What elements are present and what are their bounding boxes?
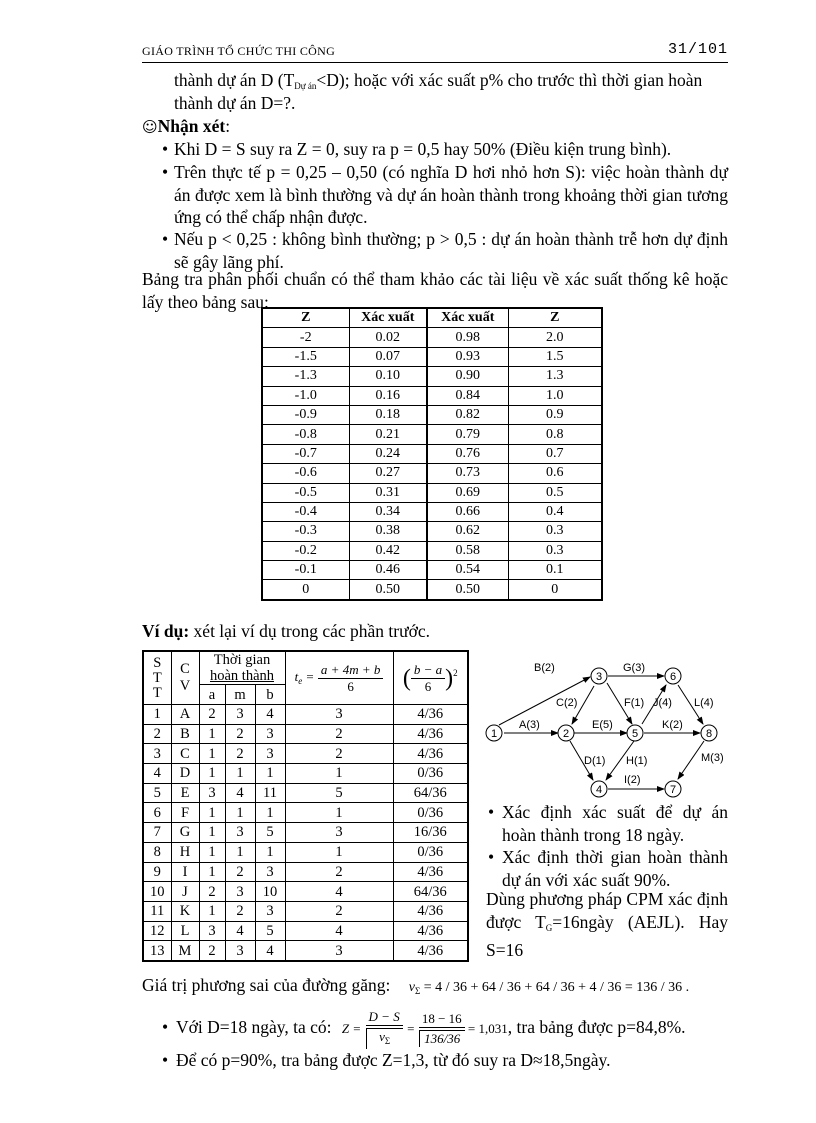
table-cell: 1: [143, 705, 171, 725]
table-cell: 3: [285, 941, 393, 961]
remark-title: Nhận xét: [157, 116, 226, 136]
table-cell: 1: [199, 724, 225, 744]
table-header-row: [262, 308, 602, 328]
table-cell: C: [171, 744, 199, 764]
table-cell: 5: [143, 783, 171, 803]
table-row: [143, 764, 468, 784]
table-cell: 8: [143, 842, 171, 862]
table-row: [143, 882, 468, 902]
table-cell: 0.7: [508, 444, 602, 463]
edge-label-C: C(2): [556, 697, 578, 709]
table-cell: 0.6: [508, 464, 602, 483]
network-node: [701, 725, 717, 741]
table-cell: 0/36: [393, 764, 468, 784]
te-eq: =: [305, 669, 315, 685]
table-cell: 1: [199, 901, 225, 921]
z-denominator-2: 136/36: [419, 1030, 465, 1047]
table-cell: 4: [143, 764, 171, 784]
example-heading: [142, 620, 430, 643]
table-cell: 2: [225, 744, 255, 764]
table-cell: M: [171, 941, 199, 961]
table-row: [143, 901, 468, 921]
table-cell: I: [171, 862, 199, 882]
table-cell: 0.4: [508, 502, 602, 521]
network-node: [591, 781, 607, 797]
table-intro: Bảng tra phân phối chuẩn có thể tham khảo các tài liệu về xác suất thống kê hoặc lấy theo bảng sau:: [142, 269, 728, 312]
table-cell: -1.5: [262, 347, 349, 366]
variance-denominator: 6: [424, 678, 432, 694]
table-cell: 2.0: [508, 328, 602, 347]
network-diagram: [482, 656, 732, 806]
table-cell: 0: [262, 580, 349, 600]
table-cell: 4/36: [393, 921, 468, 941]
table-cell: 1.3: [508, 367, 602, 386]
header-variance-formula: ( $\frac{b - a}{6}$ )$^2$: [393, 651, 468, 705]
header-te-formula: [285, 651, 393, 705]
table-cell: 2: [199, 882, 225, 902]
edge-label-L: L(4): [694, 697, 714, 709]
table-row: [262, 561, 602, 580]
table-cell: 1: [255, 803, 285, 823]
table-row: [143, 803, 468, 823]
table-row: [262, 522, 602, 541]
table-cell: 3: [255, 901, 285, 921]
table-row: [143, 783, 468, 803]
result-1-suffix: , tra bảng được p=84,8%.: [507, 1017, 686, 1037]
normal-distribution-table: [261, 307, 603, 601]
z-numerator-2: 18 − 16: [419, 1011, 465, 1028]
table-row: [262, 444, 602, 463]
table-cell: -0.6: [262, 464, 349, 483]
task-2: [488, 846, 728, 891]
table-cell: 4/36: [393, 901, 468, 921]
table-cell: 4/36: [393, 724, 468, 744]
table-cell: 0.79: [427, 425, 508, 444]
table-cell: 2: [143, 724, 171, 744]
result-1: [162, 1007, 742, 1049]
table-row: [143, 862, 468, 882]
example-label: Ví dụ:: [142, 621, 190, 641]
table-cell: 16/36: [393, 823, 468, 843]
table-cell: 0.9: [508, 405, 602, 424]
table-cell: 7: [143, 823, 171, 843]
table-cell: 1: [199, 823, 225, 843]
table-cell: 0.27: [349, 464, 427, 483]
table-cell: 3: [225, 823, 255, 843]
table-cell: 0/36: [393, 803, 468, 823]
bullet-icon: •: [488, 847, 495, 867]
table-cell: 13: [143, 941, 171, 961]
header-stt-t2: T: [152, 684, 162, 701]
table-cell: A: [171, 705, 199, 725]
z-equals: Z =: [341, 1021, 362, 1036]
table-cell: 4: [255, 705, 285, 725]
intro-text-a: thành dự án D (T: [174, 70, 295, 90]
table-cell: 0.38: [349, 522, 427, 541]
table-cell: G: [171, 823, 199, 843]
result-1-prefix: Với D=18 ngày, ta có:: [176, 1017, 332, 1037]
table-cell: 0.1: [508, 561, 602, 580]
smiley-icon: ☺: [142, 118, 158, 136]
table-cell: 1: [285, 764, 393, 784]
table-cell: E: [171, 783, 199, 803]
table-cell: 3: [225, 705, 255, 725]
intro-line-2: thành dự án D=?.: [174, 93, 296, 113]
table-row: [262, 425, 602, 444]
table-cell: 1: [199, 764, 225, 784]
table-row: [143, 941, 468, 961]
table-cell: 0.16: [349, 386, 427, 405]
edge-label-A: A(3): [519, 719, 540, 731]
table-cell: 0.34: [349, 502, 427, 521]
cpm-text-b: =16ngày (AEJL). Hay S=16: [486, 911, 728, 960]
network-node: [558, 725, 574, 741]
table-cell: 0.46: [349, 561, 427, 580]
edge-label-D: D(1): [584, 755, 606, 767]
bullet-icon: •: [162, 1017, 169, 1037]
table-cell: 0.62: [427, 522, 508, 541]
table-cell: J: [171, 882, 199, 902]
table-cell: -0.4: [262, 502, 349, 521]
table-cell: 0.10: [349, 367, 427, 386]
node-label: 3: [595, 671, 603, 683]
table-cell: -0.8: [262, 425, 349, 444]
intro-subscript: Dự án: [294, 81, 317, 91]
table-cell: 1: [225, 842, 255, 862]
page-header: [142, 40, 728, 63]
table-cell: -0.1: [262, 561, 349, 580]
remark-bullet-text: Nếu p < 0,25 : không bình thường; p > 0,5 : dự án hoàn thành trễ hơn dự định sẽ gây lãng phí.: [174, 229, 728, 272]
table-cell: 1.5: [508, 347, 602, 366]
bullet-icon: •: [162, 139, 169, 159]
header-cell: Xác xuất: [349, 308, 427, 328]
remark-colon: :: [225, 116, 231, 136]
header-b: b: [255, 685, 285, 705]
table-row: [262, 502, 602, 521]
cpm-sub: G: [545, 922, 553, 933]
table-cell: 11: [255, 783, 285, 803]
task-1: [488, 801, 728, 846]
remark-bullet-text: Khi D = S suy ra Z = 0, suy ra p = 0,5 hay 50% (Điều kiện trung bình).: [174, 139, 672, 159]
edge-label-G: G(3): [623, 662, 645, 674]
te-sub: e: [298, 676, 303, 687]
variance-sigma: Σ: [415, 986, 421, 996]
network-node: [627, 725, 643, 741]
network-node: [665, 781, 681, 797]
header-cell: Z: [262, 308, 349, 328]
bullet-icon: •: [488, 802, 495, 822]
table-cell: -1.0: [262, 386, 349, 405]
table-cell: 0: [508, 580, 602, 600]
table-cell: 0.8: [508, 425, 602, 444]
table-cell: 4/36: [393, 941, 468, 961]
table-cell: 0.54: [427, 561, 508, 580]
table-cell: 0.84: [427, 386, 508, 405]
table-cell: 9: [143, 862, 171, 882]
header-time-2: hoàn thành: [209, 668, 275, 685]
table-cell: 2: [225, 724, 255, 744]
edge-label-E: E(5): [592, 719, 613, 731]
table-row: [262, 405, 602, 424]
table-cell: 4: [225, 921, 255, 941]
table-cell: 0.24: [349, 444, 427, 463]
table-row: [262, 580, 602, 600]
table-row: [262, 483, 602, 502]
result-2-text: Để có p=90%, tra bảng được Z=1,3, từ đó suy ra D≈18,5ngày.: [176, 1050, 611, 1070]
table-cell: 0.50: [427, 580, 508, 600]
remark-heading: [142, 115, 230, 139]
table-cell: 1: [255, 764, 285, 784]
table-cell: 1: [285, 803, 393, 823]
bullet-icon: •: [162, 1050, 169, 1070]
table-cell: 2: [285, 862, 393, 882]
table-cell: 5: [255, 921, 285, 941]
table-cell: 1: [199, 862, 225, 882]
variance-numerator: b − a: [411, 662, 445, 679]
table-cell: 4: [225, 783, 255, 803]
table-cell: 12: [143, 921, 171, 941]
bullet-icon: •: [162, 162, 169, 182]
te-denominator: 6: [347, 678, 354, 694]
table-cell: H: [171, 842, 199, 862]
table-cell: 5: [255, 823, 285, 843]
table-cell: 0.5: [508, 483, 602, 502]
table-cell: 10: [143, 882, 171, 902]
edge-label-F: F(1): [624, 697, 645, 709]
header-cell: Z: [508, 308, 602, 328]
node-label: 8: [705, 728, 713, 740]
header-stt-s: S: [153, 654, 162, 671]
table-cell: 11: [143, 901, 171, 921]
table-cell: 0.58: [427, 541, 508, 560]
result-2: [162, 1049, 728, 1072]
table-cell: 2: [285, 901, 393, 921]
table-cell: -2: [262, 328, 349, 347]
header-cv: [171, 651, 199, 705]
network-node: [486, 725, 502, 741]
table-cell: 4/36: [393, 744, 468, 764]
intro-text-b: <D); hoặc với xác suất p% cho trước thì thời gian hoàn: [316, 70, 703, 90]
table-cell: 3: [199, 783, 225, 803]
variance-fraction: [411, 662, 445, 695]
edge-label-I: I(2): [624, 774, 641, 786]
z-value: = 1,031: [464, 1021, 508, 1036]
table-cell: 0.21: [349, 425, 427, 444]
table-cell: 2: [285, 724, 393, 744]
edge-label-H: H(1): [626, 755, 648, 767]
node-label: 5: [631, 728, 639, 740]
te-fraction: [318, 662, 383, 695]
network-node: [591, 668, 607, 684]
z-equals-2: =: [407, 1021, 415, 1036]
table-cell: -0.9: [262, 405, 349, 424]
variance-label: Giá trị phương sai của đường găng:: [142, 975, 391, 995]
table-cell: 3: [285, 705, 393, 725]
table-cell: 1: [285, 842, 393, 862]
header-cv-c: C: [180, 661, 190, 677]
table-cell: 3: [199, 921, 225, 941]
edge-label-B: B(2): [534, 662, 555, 674]
cpm-text-a: Dùng phương pháp CPM xác định được T: [486, 889, 728, 932]
table-cell: 4: [255, 941, 285, 961]
header-title: GIÁO TRÌNH TỔ CHỨC THI CÔNG: [142, 44, 336, 58]
cpm-text: [486, 888, 728, 962]
table-cell: 4: [285, 882, 393, 902]
table-cell: 0.42: [349, 541, 427, 560]
table-cell: 4: [285, 921, 393, 941]
edge-label-K: K(2): [662, 719, 683, 731]
edge-label-J: J(4): [653, 697, 672, 709]
table-row: [143, 724, 468, 744]
table-cell: 0.07: [349, 347, 427, 366]
table-cell: 64/36: [393, 882, 468, 902]
table-cell: 0.93: [427, 347, 508, 366]
table-cell: 2: [285, 744, 393, 764]
node-label: 4: [595, 784, 603, 796]
table-cell: 64/36: [393, 783, 468, 803]
table-cell: 3: [255, 862, 285, 882]
table-cell: 0/36: [393, 842, 468, 862]
table-cell: D: [171, 764, 199, 784]
table-cell: 2: [199, 705, 225, 725]
variance-exponent: 2: [453, 667, 458, 678]
table-cell: 1: [225, 764, 255, 784]
table-cell: 0.31: [349, 483, 427, 502]
header-stt: [143, 651, 171, 705]
table-cell: 0.82: [427, 405, 508, 424]
table-cell: 1: [225, 803, 255, 823]
remark-bullet-2: [162, 161, 728, 229]
te-numerator: a + 4m + b: [318, 662, 383, 679]
te-var: t: [294, 669, 299, 685]
table-cell: 10: [255, 882, 285, 902]
table-row: [262, 328, 602, 347]
example-text: xét lại ví dụ trong các phần trước.: [189, 621, 430, 641]
table-cell: 1: [255, 842, 285, 862]
edge-label-M: M(3): [701, 752, 724, 764]
task-text: Xác định thời gian hoàn thành dự án với xác suất 90%.: [502, 847, 728, 890]
activity-time-table: [142, 650, 469, 962]
header-m: m: [225, 685, 255, 705]
table-cell: K: [171, 901, 199, 921]
table-row: [262, 464, 602, 483]
remark-bullet-text: Trên thực tế p = 0,25 – 0,50 (có nghĩa D hơi nhỏ hơn S): việc hoàn thành dự án được xem là bình thường và dự án hoàn thành trong khoảng thời gian tương ứng có thể chấp nhận được.: [174, 162, 728, 227]
table-cell: 0.02: [349, 328, 427, 347]
variance-expression: = 4 / 36 + 64 / 36 + 64 / 36 + 4 / 36 = 136 / 36 .: [420, 980, 690, 995]
table-cell: 3: [143, 744, 171, 764]
variance-v: v: [408, 980, 415, 995]
table-cell: 0.66: [427, 502, 508, 521]
table-header-row: [143, 651, 468, 685]
z-numerator-1: D − S: [366, 1009, 403, 1026]
table-cell: 4/36: [393, 705, 468, 725]
variance-formula: [409, 980, 689, 995]
table-cell: 0.76: [427, 444, 508, 463]
table-cell: -0.2: [262, 541, 349, 560]
table-row: [143, 744, 468, 764]
table-cell: 1: [199, 842, 225, 862]
node-label: 6: [669, 671, 677, 683]
table-row: [143, 921, 468, 941]
table-cell: -1.3: [262, 367, 349, 386]
header-time: [199, 651, 285, 685]
table-row: [143, 823, 468, 843]
z-denominator-1: v: [379, 1028, 385, 1044]
table-row: [262, 541, 602, 560]
table-row: [143, 842, 468, 862]
remark-bullet-1: [162, 138, 728, 161]
bullet-icon: •: [162, 229, 169, 249]
remark-bullet-3: [162, 228, 728, 273]
table-cell: 3: [225, 941, 255, 961]
table-cell: 3: [225, 882, 255, 902]
table-cell: B: [171, 724, 199, 744]
table-cell: 0.3: [508, 522, 602, 541]
table-cell: 3: [285, 823, 393, 843]
z-fraction-2: [419, 1011, 465, 1047]
table-cell: 0.73: [427, 464, 508, 483]
table-cell: 0.90: [427, 367, 508, 386]
table-cell: -0.3: [262, 522, 349, 541]
table-cell: 2: [225, 862, 255, 882]
header-a: a: [199, 685, 225, 705]
header-cv-v: V: [179, 678, 191, 694]
table-row: [143, 705, 468, 725]
table-cell: 0.69: [427, 483, 508, 502]
table-cell: 0.98: [427, 328, 508, 347]
network-node: [665, 668, 681, 684]
table-row: [262, 386, 602, 405]
table-cell: -0.5: [262, 483, 349, 502]
z-sigma: Σ: [384, 1035, 391, 1046]
table-cell: 1.0: [508, 386, 602, 405]
z-fraction-1: [366, 1009, 403, 1049]
table-cell: 5: [285, 783, 393, 803]
table-cell: 3: [255, 744, 285, 764]
table-cell: L: [171, 921, 199, 941]
table-cell: F: [171, 803, 199, 823]
table-cell: 0.50: [349, 580, 427, 600]
table-row: [262, 347, 602, 366]
table-cell: 2: [225, 901, 255, 921]
table-cell: 2: [199, 941, 225, 961]
task-text: Xác định xác suất để dự án hoàn thành trong 18 ngày.: [502, 802, 728, 845]
variance-line: [142, 974, 689, 1003]
node-label: 7: [669, 784, 677, 796]
table-row: [262, 367, 602, 386]
node-label: 1: [490, 728, 498, 740]
page-number: 31/101: [667, 41, 728, 58]
table-cell: 4/36: [393, 862, 468, 882]
table-cell: 1: [199, 803, 225, 823]
header-stt-t1: T: [152, 669, 162, 686]
header-time-1: Thời gian: [213, 652, 271, 669]
header-cell: Xác xuất: [427, 308, 508, 328]
table-cell: 6: [143, 803, 171, 823]
node-label: 2: [562, 728, 570, 740]
table-cell: 1: [199, 744, 225, 764]
table-cell: 3: [255, 724, 285, 744]
table-cell: 0.18: [349, 405, 427, 424]
table-cell: 0.3: [508, 541, 602, 560]
table-cell: -0.7: [262, 444, 349, 463]
